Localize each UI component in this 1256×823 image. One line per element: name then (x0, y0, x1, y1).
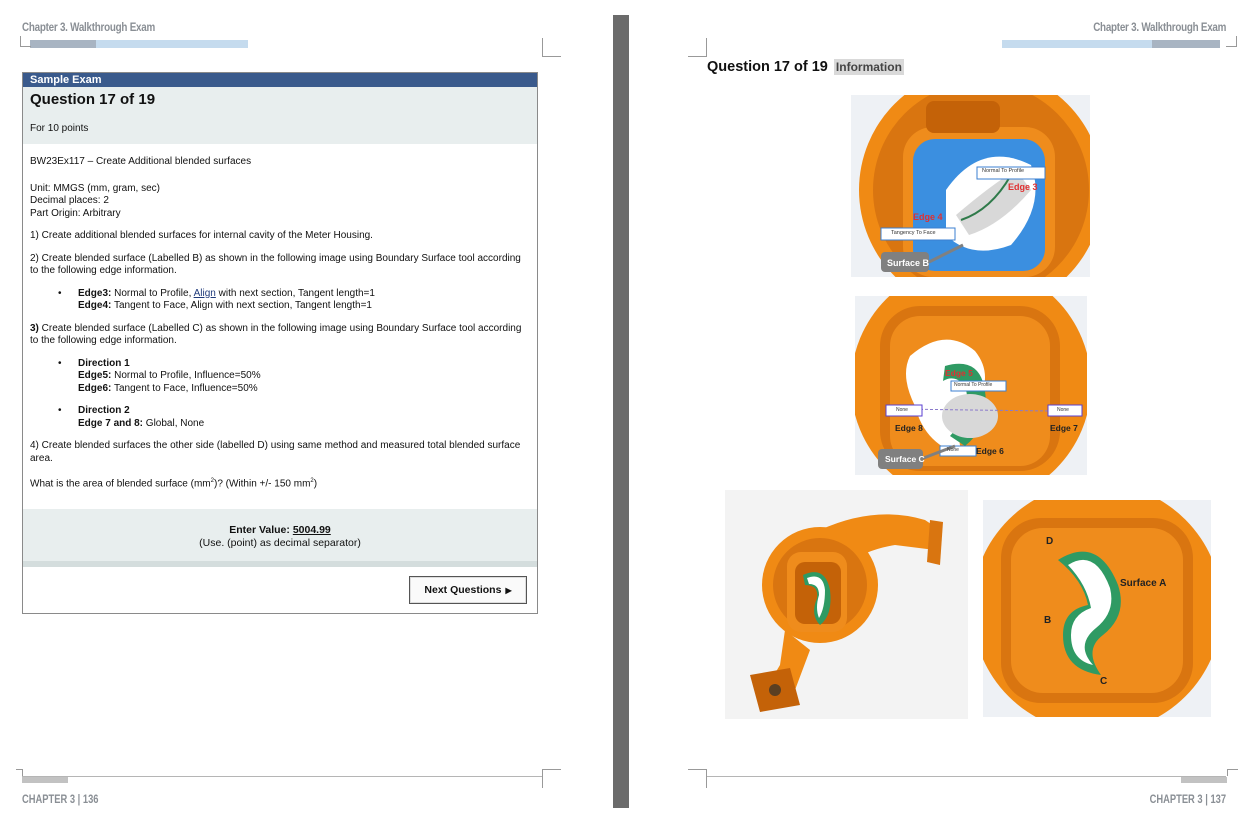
edge4-callout: Edge 4 (913, 212, 943, 222)
footer-bar (22, 777, 68, 783)
origin-line: Part Origin: Arbitrary (30, 207, 121, 219)
question-part: )? (Within +/- 150 mm (213, 478, 311, 490)
crop-mark (542, 769, 561, 788)
right-page-footer: CHAPTER 3 | 137 (1149, 792, 1226, 806)
decimals-line: Decimal places: 2 (30, 195, 109, 206)
step3-text: Create blended surface (Labelled C) as shown in the following image using Boundary Surface tool according to the following edge information. (30, 322, 522, 346)
edge5-label: Edge5: (78, 370, 112, 381)
unit-line: Unit: MMGS (mm, gram, sec) (30, 182, 161, 194)
bullet: • (58, 405, 62, 416)
label-c: C (1100, 676, 1108, 687)
align-link: Align (193, 287, 216, 299)
none-bottom-dropdown: None (947, 447, 959, 453)
enter-value-label: Enter Value: (229, 524, 293, 536)
figure-surface-a (983, 500, 1211, 717)
crop-mark (1226, 36, 1237, 47)
surface-c-tag: Surface C (885, 454, 925, 464)
crop-mark (16, 769, 23, 776)
edge3-label: Edge3: (78, 287, 112, 299)
header-bar-light (96, 40, 248, 48)
header-bar-dark (30, 40, 96, 48)
next-button-label: Next Questions (424, 584, 502, 596)
figure-isometric (725, 490, 968, 719)
tangency-dropdown: Tangency To Face (891, 230, 936, 236)
direction-2-label: Direction 2 (78, 405, 130, 416)
figure-surface-b (851, 95, 1090, 277)
edge-list-b (58, 288, 530, 313)
next-questions-button[interactable] (409, 576, 527, 604)
crop-mark (688, 38, 707, 57)
bullet: • (58, 357, 62, 369)
edge6-callout: Edge 6 (976, 446, 1004, 456)
normal-to-profile-dropdown: Normal To Profile (982, 168, 1025, 174)
surface-b-illustration (851, 95, 1090, 277)
edge4-label: Edge4: (78, 300, 112, 311)
footer-bar (1181, 777, 1227, 783)
left-page-header: Chapter 3. Walkthrough Exam (22, 20, 155, 34)
page-gutter (613, 15, 629, 808)
info-question-title: Question 17 of 19 (707, 59, 828, 75)
edge3-text-end: with next section, Tangent length=1 (215, 287, 375, 299)
surface-b-tag: Surface B (887, 258, 930, 268)
exam-body (23, 144, 537, 491)
direction-1-label: Direction 1 (78, 357, 130, 369)
edge5-callout: Edge 5 (945, 368, 973, 378)
crop-mark (542, 38, 561, 57)
superscript: 2 (210, 478, 214, 484)
answer-value[interactable]: 5004.99 (292, 524, 331, 536)
step-3 (30, 323, 530, 348)
none-right-dropdown: None (1057, 407, 1069, 413)
direction-1-list (58, 358, 530, 396)
left-page-footer: CHAPTER 3 | 136 (22, 792, 99, 806)
bullet: • (58, 287, 62, 299)
crop-mark (20, 36, 31, 47)
surface-a-label: Surface A (1120, 578, 1167, 589)
label-d: D (1046, 536, 1054, 547)
information-badge: Information (835, 60, 902, 74)
question-text (30, 475, 530, 491)
exam-header (23, 87, 537, 144)
step-1: 1) Create additional blended surfaces for internal cavity of the Meter Housing. (30, 230, 373, 241)
edge3-callout: Edge 3 (1008, 182, 1038, 192)
crop-mark (688, 769, 707, 788)
superscript: 2 (310, 478, 314, 484)
question-title: Question 17 of 19 (30, 91, 156, 108)
question-part: What is the area of blended surface (mm (30, 478, 211, 490)
points-label: For 10 points (30, 123, 89, 134)
header-bar-dark (1152, 40, 1220, 48)
figure-surface-c (855, 296, 1087, 475)
divider (23, 561, 537, 567)
none-left-dropdown: None (896, 407, 908, 413)
task-title: BW23Ex117 – Create Additional blended surfaces (30, 156, 252, 167)
label-b: B (1044, 615, 1052, 626)
edge6-text: Tangent to Face, Influence=50% (111, 382, 258, 394)
step-4: 4) Create blended surfaces the other side (labelled D) using same method and measured total blended surface area. (30, 440, 521, 464)
right-page-header: Chapter 3. Walkthrough Exam (1093, 20, 1226, 34)
edge4-text: Tangent to Face, Align with next section, Tangent length=1 (111, 300, 372, 311)
housing-isometric-illustration (725, 490, 968, 719)
play-icon: ▶ (505, 585, 512, 595)
info-title-row (707, 59, 904, 75)
edge3-text: Normal to Profile, (111, 287, 194, 299)
question-part: ) (313, 478, 318, 490)
units-block (30, 183, 530, 221)
answer-panel (23, 509, 537, 561)
edge5-text: Normal to Profile, Influence=50% (111, 370, 261, 381)
edge6-label: Edge6: (78, 382, 112, 394)
decimal-note: (Use. (point) as decimal separator) (199, 537, 361, 549)
left-page (0, 0, 613, 823)
edge78-text: Global, None (143, 417, 205, 429)
crop-mark (1227, 769, 1238, 776)
footer-rule (22, 776, 542, 777)
step-2: 2) Create blended surface (Labelled B) as shown in the following image using Boundary Surface tool according to the following edge information. (30, 252, 521, 276)
normal-to-profile-dropdown: Normal To Profile (954, 382, 993, 388)
edge8-callout: Edge 8 (895, 423, 923, 433)
edge78-label: Edge 7 and 8: (78, 417, 144, 429)
exam-panel (22, 72, 538, 614)
header-bar-light (1002, 40, 1152, 48)
step3-number: 3) (30, 322, 39, 334)
footer-rule (706, 776, 1226, 777)
exam-tab: Sample Exam (23, 73, 537, 87)
edge7-callout: Edge 7 (1050, 423, 1078, 433)
surface-a-illustration (983, 500, 1211, 717)
direction-2-list (58, 405, 530, 430)
